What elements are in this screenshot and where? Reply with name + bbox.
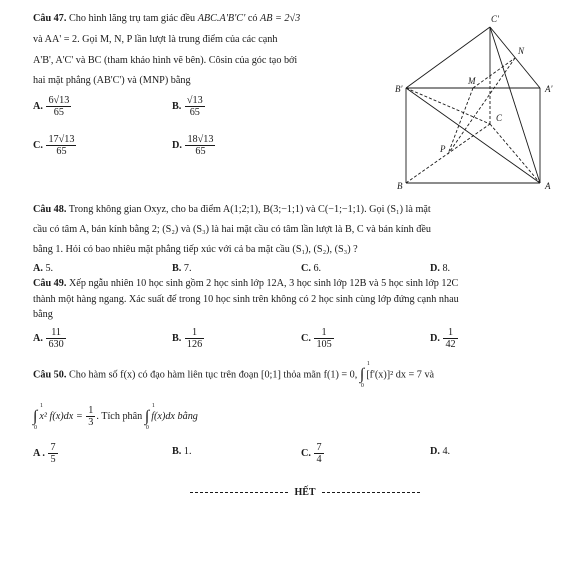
fraction: $\frac{7}{5}$ [50,442,56,465]
q48-option-a[interactable]: A. 5. [33,263,54,274]
integral-sign: ∫ 1 0 [359,361,370,389]
q50-option-c[interactable]: C. $\frac{7}{4}$ [301,442,322,465]
label-p: P [440,144,446,154]
fraction: $\frac{17√13}{65}$ [48,134,75,157]
q49-line2: thành một hàng ngang. Xác suất để trong 10 học sinh trên không có 2 học sinh cùng lớp đứng cạnh nhau [33,294,459,305]
q49-option-a[interactable]: A. $\frac{11}{630}$ [33,327,64,350]
q50-option-a[interactable]: A . $\frac{7}{5}$ [33,442,56,465]
q50-line1: Câu 50. Cho hàm số f(x) có đạo hàm liên tục trên đoạn [0;1] thỏa mãn f(1) = 0, ∫ 1 0 [f'(x)]² dx = 7 và [33,361,435,389]
divider-left [190,492,288,493]
q50-line2: ∫ 1 0 x² f(x)dx = $\frac{1}{3}$ . Tích phân ∫ 1 0 f(x)dx bằng [33,402,198,431]
label-c-prime: C' [491,14,499,24]
label-a: A [545,181,551,191]
q47-option-a[interactable]: A. $\frac{6√13}{65}$ [33,95,70,118]
q47-option-b[interactable]: B. $\frac{√13}{65}$ [172,95,203,118]
q48-option-c[interactable]: C. 6. [301,263,322,274]
fraction: $\frac{1}{126}$ [186,327,203,350]
fraction: $\frac{1}{42}$ [445,327,456,350]
q47-line3: A'B', A'C' và BC (tham khảo hình vẽ bên). Côsin của góc tạo bởi [33,55,298,66]
end-marker [190,487,420,498]
q47-option-d[interactable]: D. $\frac{18√13}{65}$ [172,134,214,157]
fraction: $\frac{1}{3}$ [88,405,94,428]
fraction: $\frac{11}{630}$ [48,327,64,350]
label-c: C [496,113,503,123]
q49-option-c[interactable]: C. $\frac{1}{105}$ [301,327,332,350]
label-b-prime: B' [395,84,403,94]
label-n: N [518,46,525,56]
integral-sign: ∫ 1 0 [33,402,43,431]
q49-line1: Câu 49. Xếp ngẫu nhiên 10 học sinh gồm 2 học sinh lớp 12A, 3 học sinh lớp 12B và 5 học sinh lớp 12C [33,278,459,289]
q49-option-d[interactable]: D. $\frac{1}{42}$ [430,327,456,350]
fraction: $\frac{18√13}{65}$ [187,134,214,157]
q49-label: Câu 49. [33,278,67,289]
q49-option-b[interactable]: B. $\frac{1}{126}$ [172,327,203,350]
q48-option-b[interactable]: B. 7. [172,263,192,274]
q50-label: Câu 50. [33,369,67,381]
prism-figure [392,6,562,196]
integral-sign: ∫ 1 0 [144,402,155,431]
fraction: $\frac{6√13}{65}$ [48,95,70,118]
label-a-prime: A' [545,84,553,94]
q49-line3: bằng [33,309,53,320]
fraction: $\frac{1}{105}$ [316,327,332,350]
q48-label: Câu 48. [33,204,67,215]
q48-line3: bằng 1. Hỏi có bao nhiêu mặt phẳng tiếp xúc với cả ba mặt cầu (S₁), (S₂), (S₃) ? [33,244,358,255]
q47-label: Câu 47. [33,13,67,24]
fraction: $\frac{√13}{65}$ [186,95,203,118]
q47-line1: Câu 47. Cho hình lăng trụ tam giác đều ABC.A'B'C' có AB = 2√3 [33,13,301,24]
q48-line1: Câu 48. Trong không gian Oxyz, cho ba điểm A(1;2;1), B(3;−1;1) và C(−1;−1;1). Gọi (S₁) là mặt [33,204,431,215]
label-b: B [397,181,403,191]
q48-option-d[interactable]: D. 8. [430,263,451,274]
end-label: HẾT [294,487,316,498]
q50-option-b[interactable]: B. 1. [172,446,192,457]
fraction: $\frac{7}{4}$ [316,442,322,465]
q47-line4: hai mặt phẳng (AB'C') và (MNP) bằng [33,75,191,86]
q47-option-c[interactable]: C. $\frac{17√13}{65}$ [33,134,75,157]
label-m: M [468,76,476,86]
q50-option-d[interactable]: D. 4. [430,446,451,457]
q47-line2: và AA' = 2. Gọi M, N, P lần lượt là trung điểm của các cạnh [33,34,278,45]
divider-right [322,492,420,493]
q48-line2: cầu có tâm A, bán kính bằng 2; (S₂) và (S₃) là hai mặt cầu có tâm lần lượt là B, C và bán kính đều [33,224,431,235]
